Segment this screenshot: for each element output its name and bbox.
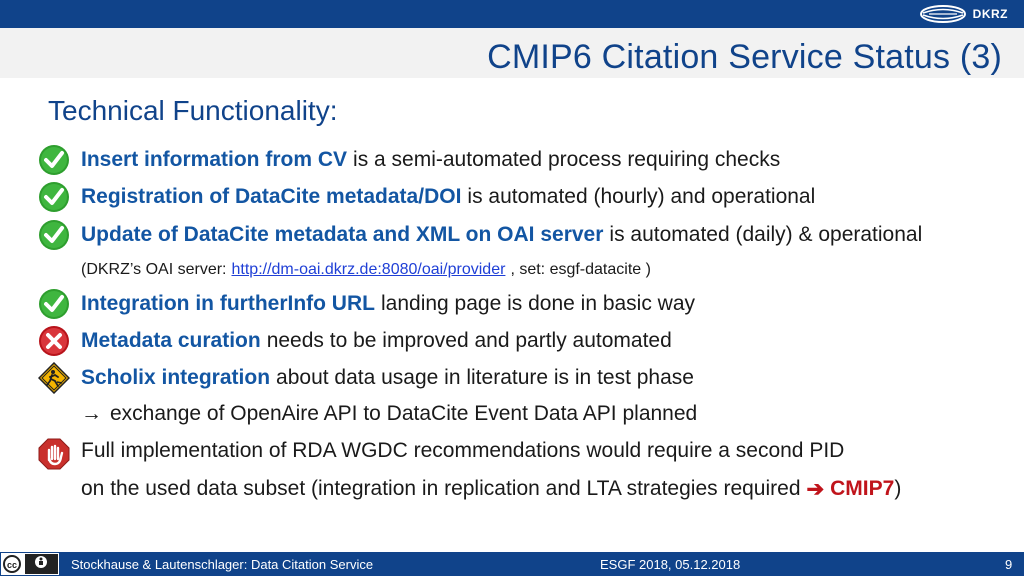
- list-item: [81, 144, 780, 176]
- item-highlight: Update of DataCite metadata and XML on OAI server: [81, 223, 604, 246]
- last-line: [81, 473, 901, 505]
- cross-icon: [38, 325, 70, 357]
- creative-commons-icon: [1, 553, 59, 575]
- list-item: [81, 219, 922, 251]
- item-text: Full implementation of RDA WGDC recommendations would require a second PID: [81, 439, 845, 462]
- item-highlight: Scholix integration: [81, 366, 271, 389]
- list-item: [81, 362, 694, 394]
- red-arrow-icon: ➔: [806, 477, 825, 501]
- check-icon: [38, 219, 70, 251]
- item-text: about data usage in literature is in test phase: [276, 366, 694, 389]
- page-number: 9: [1005, 557, 1013, 572]
- last-line-text: on the used data subset (integration in replication and LTA strategies required: [81, 477, 801, 500]
- svg-text:cc: cc: [7, 560, 18, 570]
- oai-note-prefix: (DKRZ’s OAI server:: [81, 261, 227, 278]
- oai-provider-link[interactable]: http://dm-oai.dkrz.de:8080/oai/provider: [231, 261, 506, 278]
- item-text: is automated (daily) & operational: [609, 223, 923, 246]
- item-text: is automated (hourly) and operational: [467, 185, 816, 208]
- cc-by-badge: [0, 552, 60, 576]
- logo-text: DKRZ: [972, 7, 1008, 21]
- stop-hand-icon: [38, 438, 70, 470]
- oai-server-note: [81, 254, 651, 286]
- list-item: [81, 181, 815, 213]
- check-icon: [38, 181, 70, 213]
- closing-paren: ): [894, 477, 902, 500]
- footer-authors: Stockhause & Lautenschlager: Data Citation Service: [71, 557, 374, 572]
- item-text: landing page is done in basic way: [380, 292, 696, 315]
- list-item: [81, 325, 672, 357]
- list-item: [81, 288, 695, 320]
- section-heading: Technical Functionality:: [48, 95, 338, 126]
- item-highlight: Metadata curation: [81, 329, 261, 352]
- cmip7-highlight: CMIP7: [830, 477, 895, 500]
- under-construction-icon: [38, 362, 70, 394]
- arrow-line-text: exchange of OpenAire API to DataCite Event Data API planned: [110, 402, 698, 425]
- item-highlight: Registration of DataCite metadata/DOI: [81, 185, 462, 208]
- slide-title: CMIP6 Citation Service Status (3): [487, 38, 1002, 76]
- arrow-line: [81, 398, 697, 430]
- check-icon: [38, 144, 70, 176]
- item-text: is a semi-automated process requiring checks: [353, 148, 781, 171]
- item-text: needs to be improved and partly automated: [266, 329, 672, 352]
- check-icon: [38, 288, 70, 320]
- oai-note-suffix: , set: esgf-datacite ): [510, 261, 651, 278]
- list-item: [81, 435, 844, 467]
- right-arrow-icon: →: [81, 402, 102, 425]
- footer-event: ESGF 2018, 05.12.2018: [600, 557, 741, 572]
- item-highlight: Integration in furtherInfo URL: [81, 292, 375, 315]
- item-highlight: Insert information from CV: [81, 148, 348, 171]
